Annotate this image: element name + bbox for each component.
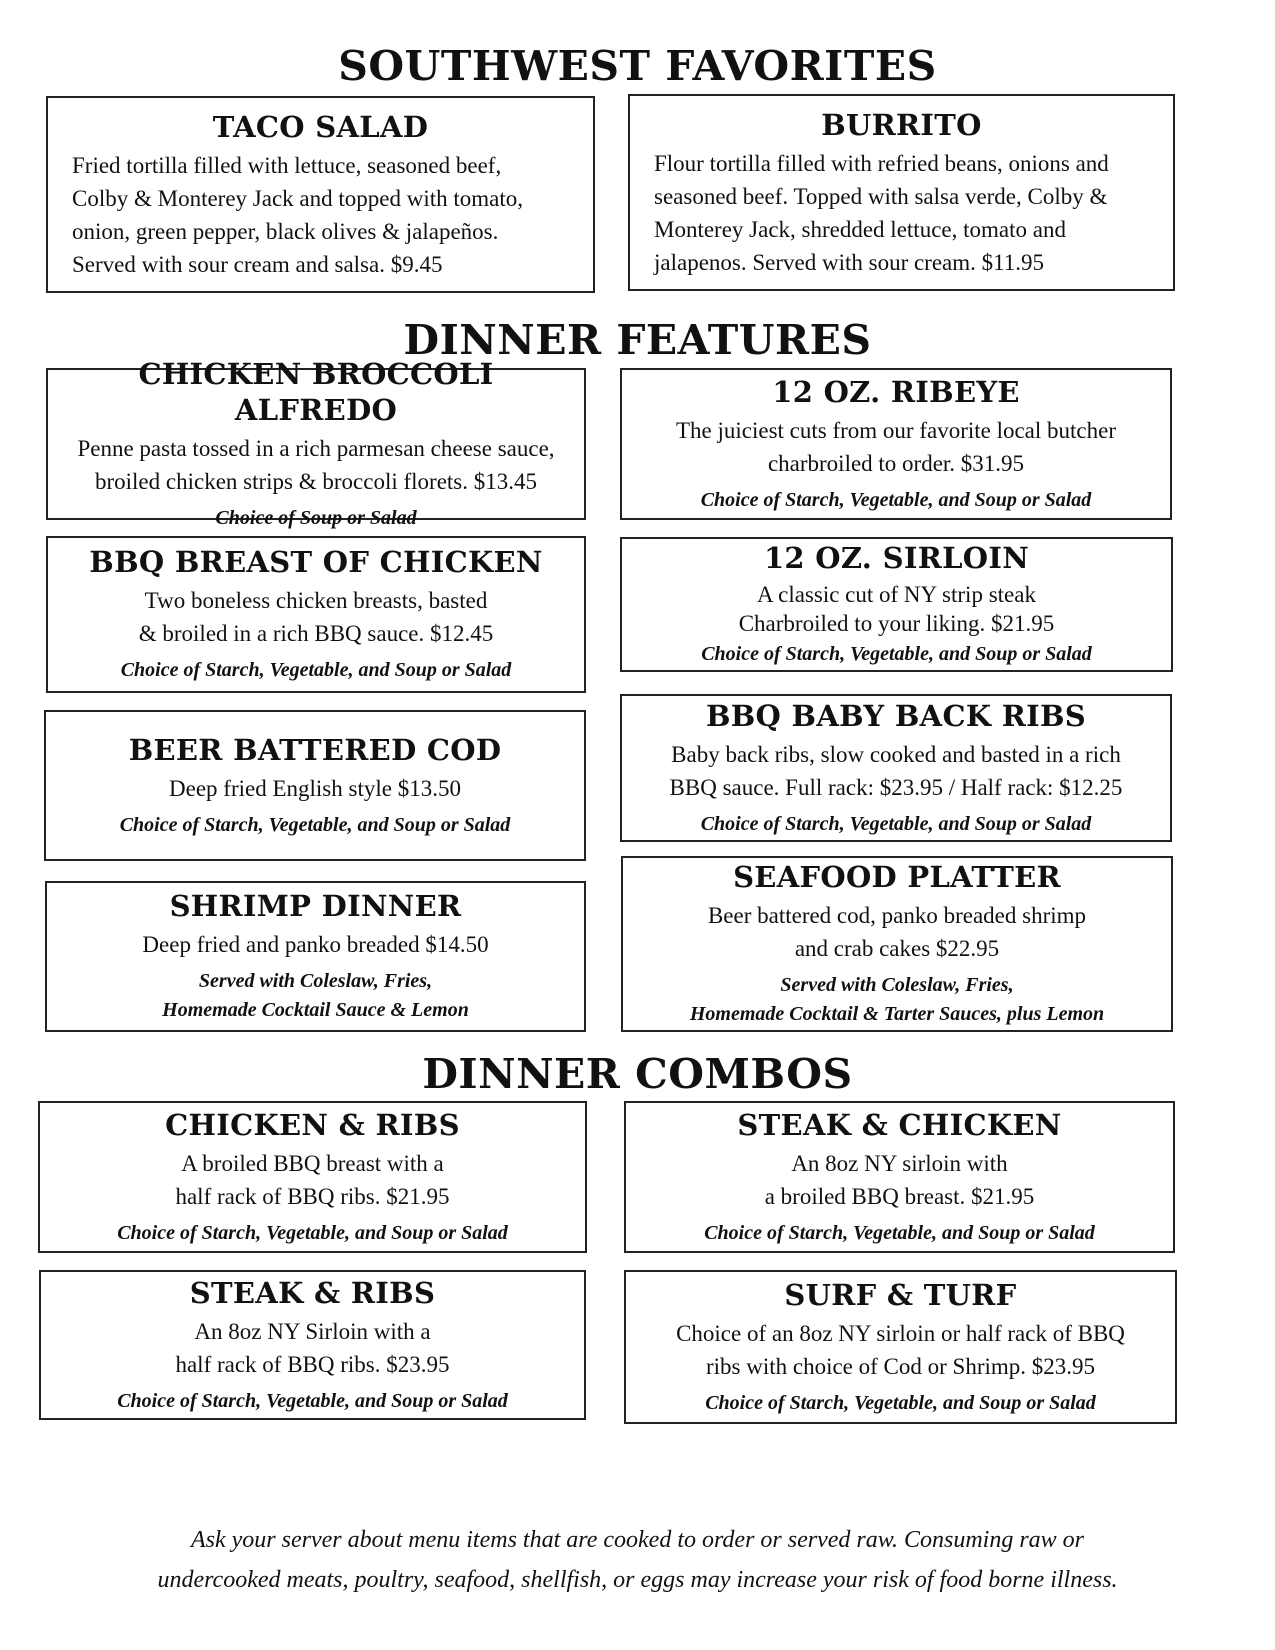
item-note: Served with Coleslaw, Fries, Homemade Cocktail & Tarter Sauces, plus Lemon xyxy=(689,974,1105,1025)
item-note: Choice of Starch, Vegetable, and Soup or Salad xyxy=(117,1389,508,1412)
item-note: Choice of Starch, Vegetable, and Soup or Salad xyxy=(704,1221,1095,1244)
item-name: STEAK & RIBS xyxy=(189,1275,436,1310)
item-name: SURF & TURF xyxy=(784,1277,1017,1312)
section-title-southwest-favorites: SOUTHWEST FAVORITES xyxy=(338,42,937,90)
item-note: Choice of Starch, Vegetable, and Soup or Salad xyxy=(700,488,1092,511)
item-note: Choice of Soup or Salad xyxy=(215,506,417,529)
item-note: Served with Coleslaw, Fries, Homemade Cocktail Sauce & Lemon xyxy=(162,970,469,1021)
item-description: Choice of an 8oz NY sirloin or half rack of BBQ ribs with choice of Cod or Shrimp. $23.95 xyxy=(676,1320,1125,1379)
menu-item-chicken-broccoli-alfredo xyxy=(46,356,586,529)
menu-item-surf-and-turf xyxy=(624,1270,1177,1424)
item-description: A broiled BBQ breast with a half rack of BBQ ribs. $21.95 xyxy=(175,1150,450,1209)
item-description: Beer battered cod, panko breaded shrimp and crab cakes $22.95 xyxy=(707,903,1087,961)
item-name: CHICKEN BROCCOLI ALFREDO xyxy=(138,356,494,427)
item-name: STEAK & CHICKEN xyxy=(737,1107,1062,1142)
menu-item-chicken-and-ribs xyxy=(38,1101,587,1253)
item-description: Fried tortilla filled with lettuce, seasoned beef, Colby & Monterey Jack and topped with tomato, onion, green pepper, black olives & jalapeños. Served with sour cream and salsa. $9.45 xyxy=(72,152,523,277)
item-name: SHRIMP DINNER xyxy=(169,889,462,923)
item-description: The juiciest cuts from our favorite local butcher charbroiled to order. $31.95 xyxy=(675,417,1117,476)
item-note: Choice of Starch, Vegetable, and Soup or Salad xyxy=(120,659,512,681)
menu-item-sirloin xyxy=(620,537,1173,672)
menu-item-bbq-breast-of-chicken xyxy=(46,536,586,693)
item-name: BBQ BREAST OF CHICKEN xyxy=(89,545,543,579)
menu-item-shrimp-dinner xyxy=(45,881,586,1032)
item-name: CHICKEN & RIBS xyxy=(165,1107,460,1142)
item-description: Flour tortilla filled with refried beans, onions and seasoned beef. Topped with salsa verde, Colby & Monterey Jack, shredded lettuce, tomato and jalapenos. Served with sour cream. $11.95 xyxy=(654,150,1109,275)
item-description: Penne pasta tossed in a rich parmesan cheese sauce, broiled chicken strips & broccoli florets. $13.45 xyxy=(77,435,555,494)
item-name: 12 OZ. SIRLOIN xyxy=(763,541,1030,575)
item-note: Choice of Starch, Vegetable, and Soup or Salad xyxy=(117,1221,508,1244)
item-description: Baby back ribs, slow cooked and basted in a rich BBQ sauce. Full rack: $23.95 / Half rack: $12.25 xyxy=(669,741,1123,800)
item-note: Choice of Starch, Vegetable, and Soup or Salad xyxy=(700,812,1092,835)
menu-item-burrito xyxy=(628,94,1175,291)
item-description: An 8oz NY Sirloin with a half rack of BBQ ribs. $23.95 xyxy=(175,1318,450,1377)
item-name: TACO SALAD xyxy=(212,109,429,144)
item-note: Choice of Starch, Vegetable, and Soup or Salad xyxy=(119,813,511,836)
menu-item-seafood-platter xyxy=(621,856,1173,1032)
item-description: Two boneless chicken breasts, basted & broiled in a rich BBQ sauce. $12.45 xyxy=(138,588,494,646)
menu-item-steak-and-chicken xyxy=(624,1101,1175,1253)
item-name: BEER BATTERED COD xyxy=(128,732,502,767)
section-title-dinner-features: DINNER FEATURES xyxy=(403,316,872,364)
section-title-dinner-combos: DINNER COMBOS xyxy=(422,1050,853,1098)
item-name: 12 OZ. RIBEYE xyxy=(772,374,1020,409)
item-name: BURRITO xyxy=(821,107,982,142)
menu-item-taco-salad xyxy=(46,96,595,293)
menu-item-beer-battered-cod xyxy=(44,710,586,861)
item-description: Deep fried and panko breaded $14.50 xyxy=(142,932,489,957)
menu-item-steak-and-ribs xyxy=(39,1270,586,1420)
item-description: An 8oz NY sirloin with a broiled BBQ breast. $21.95 xyxy=(764,1150,1035,1209)
item-note: Choice of Starch, Vegetable, and Soup or Salad xyxy=(705,1391,1096,1414)
item-name: BBQ BABY BACK RIBS xyxy=(705,698,1087,733)
item-note: Choice of Starch, Vegetable, and Soup or Salad xyxy=(701,643,1092,665)
item-name: SEAFOOD PLATTER xyxy=(733,860,1061,894)
item-description: A classic cut of NY strip steak Charbroiled to your liking. $21.95 xyxy=(738,582,1055,636)
food-safety-disclaimer: Ask your server about menu items that are cooked to order or served raw. Consuming raw or undercooked meats, poultry, seafood, shellfish, or eggs may increase your risk of food borne illness. xyxy=(157,1527,1118,1593)
item-description: Deep fried English style $13.50 xyxy=(169,775,461,801)
menu-item-bbq-baby-back-ribs xyxy=(620,694,1172,842)
menu-item-ribeye xyxy=(620,368,1172,520)
